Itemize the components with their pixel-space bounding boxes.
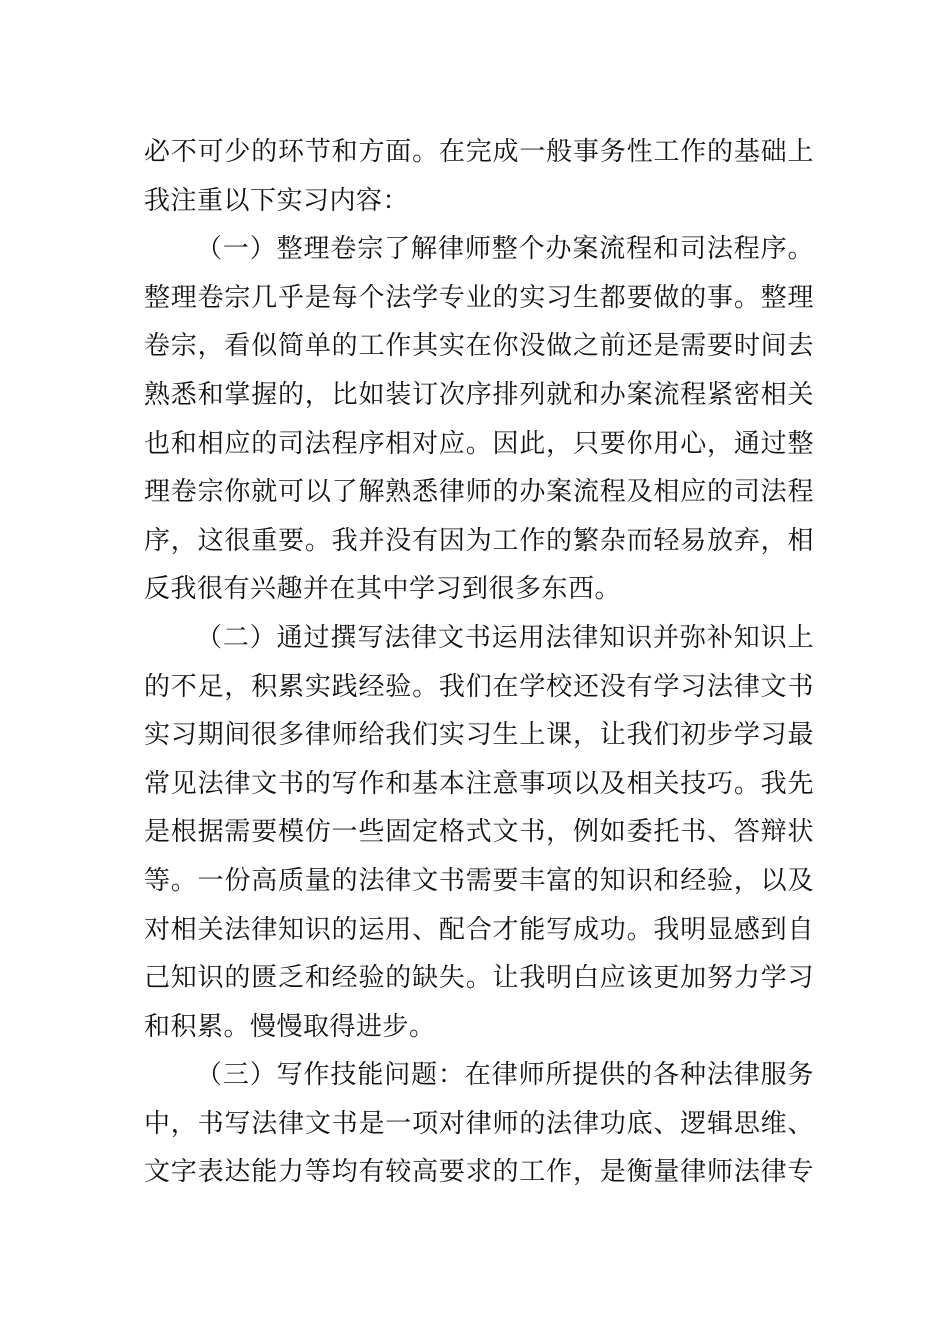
text-line: 必不可少的环节和方面。在完成一般事务性工作的基础上 [144,137,814,167]
text-line: 对相关法律知识的运用、配合才能写成功。我明显感到自 [144,914,814,945]
text-line: 和积累。慢慢取得进步。 [144,1011,436,1042]
text-line: 也和相应的司法程序相对应。因此，只要你用心，通过整 [144,428,814,459]
text-line: 实习期间很多律师给我们实习生上课，让我们初步学习最 [144,720,814,751]
text-line: 序，这很重要。我并没有因为工作的繁杂而轻易放弃，相 [144,525,814,556]
text-line: 理卷宗你就可以了解熟悉律师的办案流程及相应的司法程 [144,477,814,508]
text-line: 卷宗，看似简单的工作其实在你没做之前还是需要时间去 [144,331,814,362]
paragraph-heading-line: （三）写作技能问题：在律师所提供的各种法律服务 [196,1060,814,1091]
text-line: 整理卷宗几乎是每个法学专业的实习生都要做的事。整理 [144,282,814,313]
text-line: 常见法律文书的写作和基本注意事项以及相关技巧。我先 [144,768,814,799]
text-line: 熟悉和掌握的，比如装订次序排列就和办案流程紧密相关 [144,379,814,410]
text-line: 等。一份高质量的法律文书需要丰富的知识和经验，以及 [144,865,814,896]
text-line: 己知识的匮乏和经验的缺失。让我明白应该更加努力学习 [144,963,814,994]
text-line: 反我很有兴趣并在其中学习到很多东西。 [144,574,622,605]
paragraph-heading-line: （二）通过撰写法律文书运用法律知识并弥补知识上 [196,622,814,653]
text-line: 中，书写法律文书是一项对律师的法律功底、逻辑思维、 [144,1108,814,1139]
body-text [144,128,814,1197]
text-line: 我注重以下实习内容： [144,185,410,216]
text-line: 是根据需要模仿一些固定格式文书，例如委托书、答辩状 [144,817,814,848]
text-line: 文字表达能力等均有较高要求的工作，是衡量律师法律专 [144,1157,814,1188]
paragraph-heading-line: （一）整理卷宗了解律师整个办案流程和司法程序。 [196,234,814,265]
text-line: 的不足，积累实践经验。我们在学校还没有学习法律文书 [144,671,814,702]
